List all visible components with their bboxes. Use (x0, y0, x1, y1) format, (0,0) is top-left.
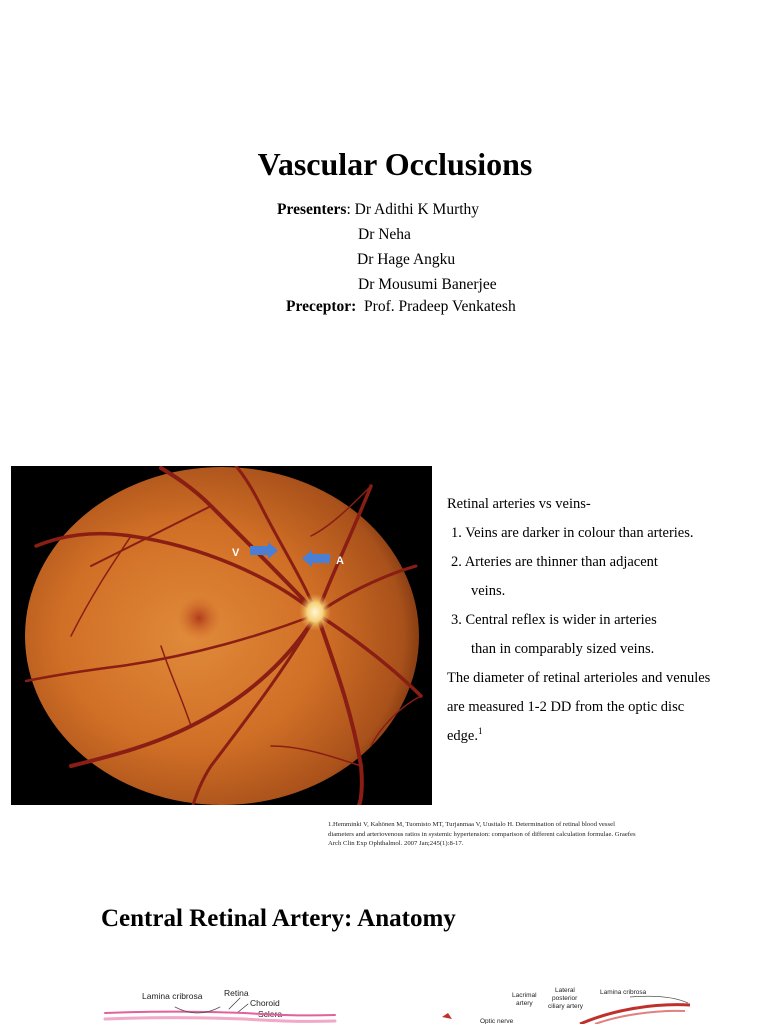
notes-block (447, 490, 757, 751)
label-lateral-3: ciliary artery (548, 1003, 584, 1010)
notes-heading: Retinal arteries vs veins- (447, 496, 591, 512)
notes-point-1: 1. Veins are darker in colour than arteries. (451, 525, 694, 541)
fundus-photo (11, 466, 432, 805)
label-lamina-cribrosa-2: Lamina cribrosa (600, 989, 647, 996)
label-lacrimal-2: artery (516, 1000, 533, 1007)
presenters-label: Presenters (277, 201, 347, 218)
label-lamina-cribrosa: Lamina cribrosa (142, 991, 203, 1001)
vein-label: V (232, 547, 240, 559)
notes-point-3a: 3. Central reflex is wider in arteries (451, 612, 657, 628)
notes-point-3b: than in comparably sized veins. (471, 641, 655, 657)
reference-line-1: 1.Hemminki V, Kahönen M, Tuomisto MT, Turjanmaa V, Uusitalo H. Determination of retinal blood vessel (328, 821, 615, 828)
optic-disc (299, 593, 331, 631)
footnote-marker: 1 (478, 726, 483, 737)
presenter-4: Dr Mousumi Banerjee (358, 276, 497, 293)
colon: : (346, 201, 355, 218)
orbital-arteries-diagram (430, 983, 730, 1024)
presenter-1: Dr Adithi K Murthy (354, 201, 480, 218)
label-lacrimal-1: Lacrimal (512, 992, 537, 999)
notes-point-2a: 2. Arteries are thinner than adjacent (451, 554, 658, 570)
eye-cross-section-diagram (45, 975, 355, 1024)
preceptor-row (286, 298, 516, 316)
notes-para-2: are measured 1-2 DD from the optic disc (447, 699, 685, 715)
preceptor-label: Preceptor: (286, 298, 357, 315)
artery-label: A (336, 555, 344, 567)
preceptor-name: Prof. Pradeep Venkatesh (364, 298, 516, 315)
section-title: Central Retinal Artery: Anatomy (101, 905, 456, 932)
reference-line-2: diameters and arteriovenous ratios in systemic hypertension: comparison of different calculation formulae. Graefes (328, 830, 636, 838)
label-sclera: Sclera (258, 1009, 283, 1019)
label-retina: Retina (224, 988, 249, 998)
label-lateral-1: Lateral (555, 987, 575, 994)
reference-citation (328, 820, 708, 849)
macula (177, 596, 221, 640)
fundus-svg (11, 466, 432, 805)
slide-title: Vascular Occlusions (257, 146, 533, 182)
label-optic-nerve: Optic nerve (480, 1018, 514, 1024)
label-choroid: Choroid (250, 998, 280, 1008)
notes-para-3 (447, 722, 757, 751)
notes-para-1: The diameter of retinal arterioles and venules (447, 670, 711, 686)
presenter-3: Dr Hage Angku (357, 251, 456, 268)
label-lateral-2: posterior (552, 995, 578, 1002)
presenter-2: Dr Neha (358, 226, 411, 243)
diagram-lines (105, 998, 335, 1021)
notes-para-3-text: edge. (447, 728, 478, 744)
reference-line-3: Arch Clin Exp Ophthalmol. 2007 Jan;245(1):8-17. (328, 840, 464, 847)
notes-point-2b: veins. (471, 583, 506, 599)
presenters-row (277, 201, 479, 219)
